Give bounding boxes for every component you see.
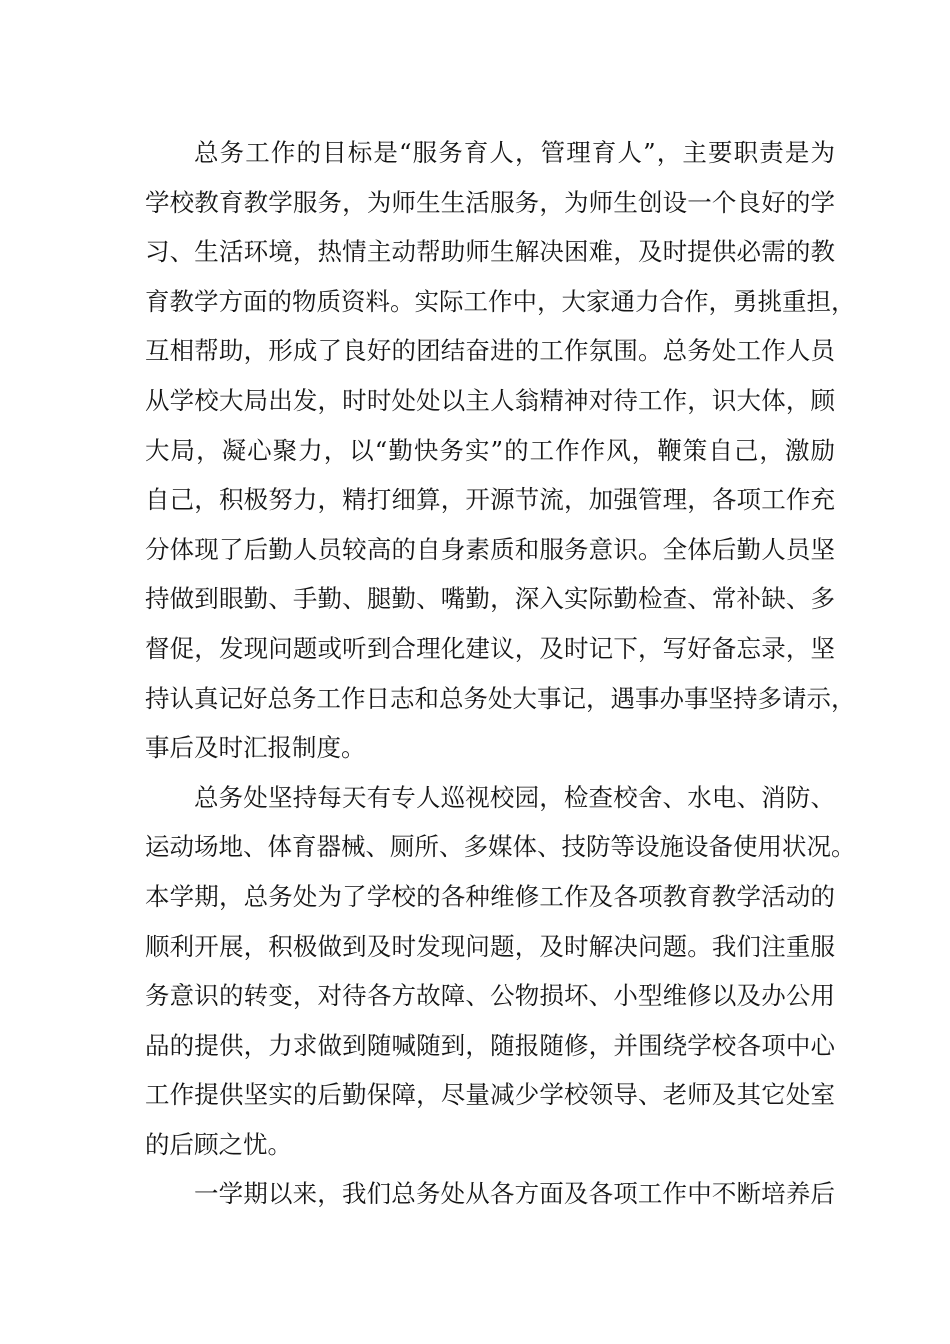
text-line: 分体现了后勤人员较高的自身素质和服务意识。全体后勤人员坚 bbox=[145, 534, 835, 564]
text-line: 运动场地、体育器械、厕所、多媒体、技防等设施设备使用状况。 bbox=[145, 832, 856, 862]
text-line: 的后顾之忧。 bbox=[145, 1129, 292, 1159]
text-line: 自己，积极努力，精打细算，开源节流，加强管理，各项工作充 bbox=[145, 485, 835, 515]
text-line: 习、生活环境，热情主动帮助师生解决困难，及时提供必需的教 bbox=[145, 237, 835, 267]
text-line: 品的提供，力求做到随喊随到，随报随修，并围绕学校各项中心 bbox=[145, 1030, 835, 1060]
text-line: 学校教育教学服务，为师生生活服务，为师生创设一个良好的学 bbox=[145, 187, 835, 217]
text-line: 大局，凝心聚力，以“勤快务实”的工作作风，鞭策自己，激励 bbox=[145, 435, 835, 465]
body-text bbox=[145, 128, 856, 1219]
text-line: 育教学方面的物质资料。实际工作中，大家通力合作，勇挑重担， bbox=[145, 286, 856, 316]
text-line: 督促，发现问题或听到合理化建议，及时记下，写好备忘录，坚 bbox=[145, 633, 835, 663]
text-line: 务意识的转变，对待各方故障、公物损坏、小型维修以及办公用 bbox=[145, 981, 835, 1011]
text-line: 从学校大局出发，时时处处以主人翁精神对待工作，识大体，顾 bbox=[145, 385, 835, 415]
text-line: 持做到眼勤、手勤、腿勤、嘴勤，深入实际勤检查、常补缺、多 bbox=[145, 584, 835, 614]
text-line: 总务处坚持每天有专人巡视校园，检查校舍、水电、消防、 bbox=[194, 782, 835, 812]
text-line: 本学期，总务处为了学校的各种维修工作及各项教育教学活动的 bbox=[145, 881, 835, 911]
text-line: 互相帮助，形成了良好的团结奋进的工作氛围。总务处工作人员 bbox=[145, 336, 835, 366]
text-line: 持认真记好总务工作日志和总务处大事记，遇事办事坚持多请示， bbox=[145, 683, 856, 713]
text-line: 总务工作的目标是“服务育人，管理育人”，主要职责是为 bbox=[194, 138, 835, 167]
text-line: 顺利开展，积极做到及时发现问题，及时解决问题。我们注重服 bbox=[145, 931, 835, 961]
text-line: 工作提供坚实的后勤保障，尽量减少学校领导、老师及其它处室 bbox=[145, 1080, 835, 1110]
paragraph-3 bbox=[145, 1169, 835, 1219]
paragraph-2 bbox=[145, 773, 856, 1170]
text-line: 一学期以来，我们总务处从各方面及各项工作中不断培养后 bbox=[194, 1179, 835, 1209]
paragraph-1 bbox=[145, 128, 856, 773]
text-line: 事后及时汇报制度。 bbox=[145, 733, 366, 763]
